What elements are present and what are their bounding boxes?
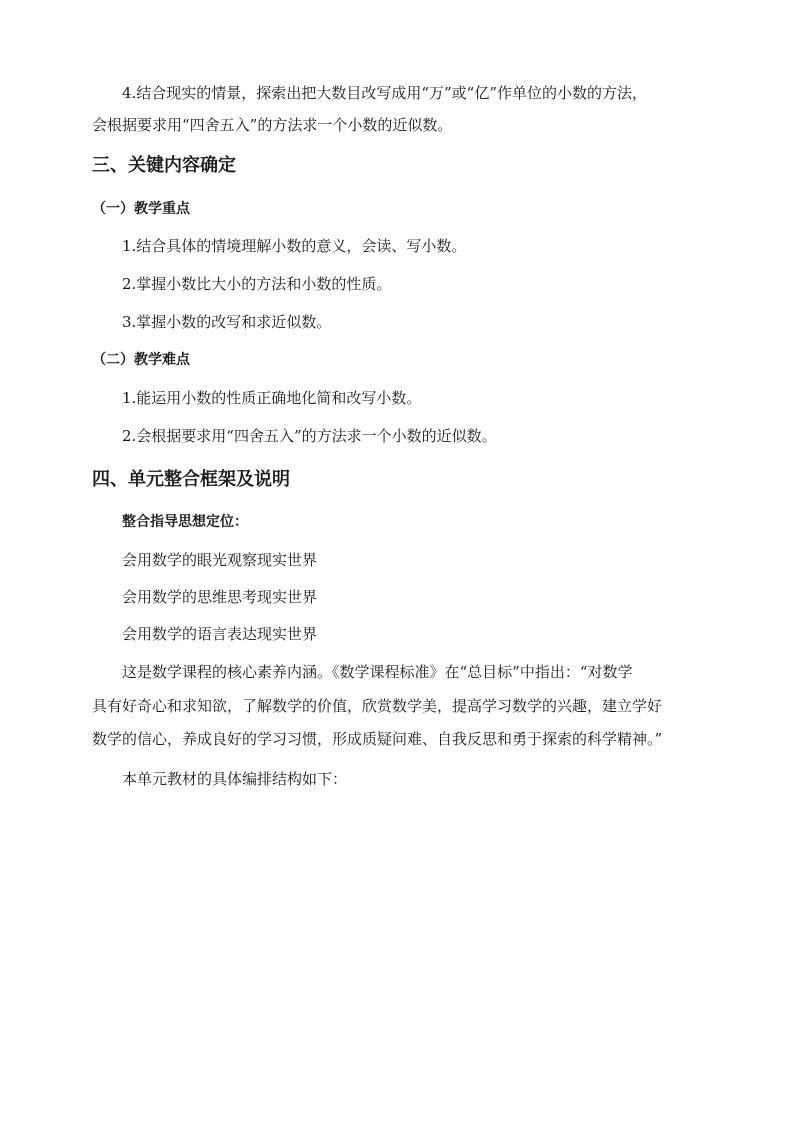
key-point-item-3: 3.掌握小数的改写和求近似数。 <box>122 313 332 331</box>
paragraph-line-1: 这是数学课程的核心素养内涵。《数学课程标准》在“总目标”中指出：“对数学 <box>122 663 633 681</box>
objective-item-4-line-1: 4.结合现实的情景，探索出把大数目改写成用“万”或“亿”作单位的小数的方法， <box>122 84 647 102</box>
key-point-item-1: 1.结合具体的情境理解小数的意义，会读、写小数。 <box>122 237 467 255</box>
guide-line-2: 会用数学的思维思考现实世界 <box>122 588 318 606</box>
section-3-title: 三、关键内容确定 <box>92 155 236 176</box>
difficult-point-item-1: 1.能运用小数的性质正确地化简和改写小数。 <box>122 389 422 407</box>
guide-line-1: 会用数学的眼光观察现实世界 <box>122 551 318 569</box>
key-point-item-2: 2.掌握小数比大小的方法和小数的性质。 <box>122 275 392 293</box>
guide-heading: 整合指导思想定位： <box>122 514 248 530</box>
closing-line: 本单元教材的具体编排结构如下： <box>122 770 348 788</box>
guide-line-3: 会用数学的语言表达现实世界 <box>122 625 318 643</box>
section-4-title: 四、单元整合框架及说明 <box>92 469 290 490</box>
key-points-heading: （一）教学重点 <box>92 201 190 217</box>
difficult-point-item-2: 2.会根据要求用“四舍五入”的方法求一个小数的近似数。 <box>122 427 497 445</box>
paragraph-line-2: 具有好奇心和求知欲，了解数学的价值，欣赏数学美，提高学习数学的兴趣，建立学好 <box>92 697 663 715</box>
paragraph-line-3: 数学的信心，养成良好的学习习惯，形成质疑问难、自我反思和勇于探索的科学精神。” <box>92 730 663 748</box>
objective-item-4-line-2: 会根据要求用“四舍五入”的方法求一个小数的近似数。 <box>92 116 453 134</box>
difficult-points-heading: （二）教学难点 <box>92 352 190 368</box>
